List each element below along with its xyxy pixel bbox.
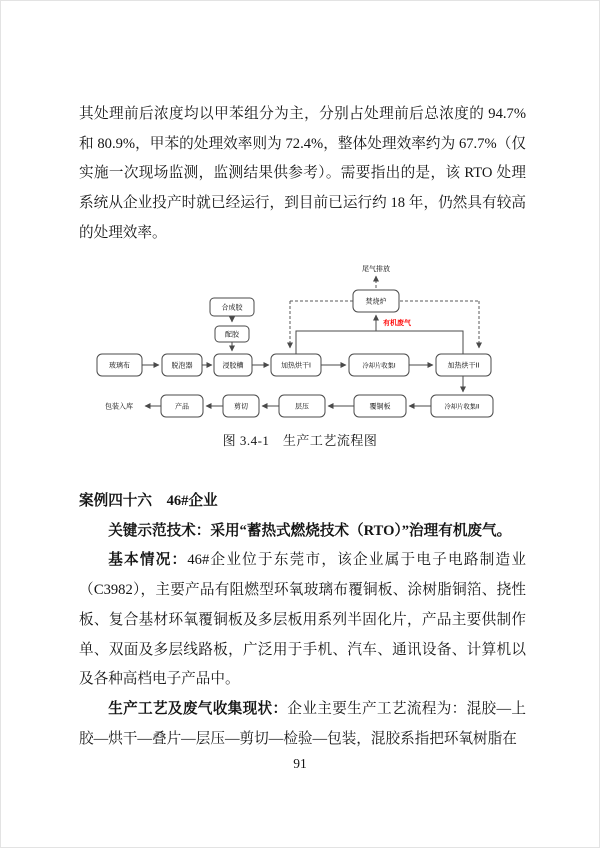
- basic-info-text: 46#企业位于东莞市，该企业属于电子电路制造业（C3982），主要产品有阻燃型环氧玻璃布覆铜板、涂树脂铜箔、挠性板、复合基材环氧覆铜板及多层板用系列半固化片，产品主要供制作单、双面及多层线路板，广泛用于手机、汽车、通讯设备、计算机以及各种高档电子产品中。: [79, 552, 526, 688]
- node-incinerator-label: 焚烧炉: [365, 298, 387, 306]
- basic-info-label: 基本情况：: [108, 552, 188, 569]
- node-defoamer-label: 脱泡器: [171, 362, 193, 370]
- packing-storage-label: 包装入库: [105, 403, 133, 411]
- node-oven1-label: 加热烘干I: [281, 362, 311, 370]
- key-tech-paragraph: [79, 517, 526, 547]
- node-mix-glue-label: 配胶: [225, 331, 239, 339]
- process-label: 生产工艺及废气收集现状：: [108, 700, 288, 717]
- process-text: 企业主要生产工艺流程为：混胶—上胶—烘干—叠片—层压—剪切—检验—包装，混胶系指把环氧树脂在: [79, 700, 526, 747]
- case-heading: 案例四十六 46#企业: [79, 493, 218, 509]
- top-paragraph-block: [79, 100, 526, 249]
- key-tech-text: 采用“蓄热式燃烧技术（RTO）”治理有机废气。: [210, 522, 512, 539]
- page-number: 91: [293, 756, 307, 771]
- flow-diagram-canvas: [86, 258, 591, 426]
- node-product-label: 产品: [175, 403, 189, 411]
- key-tech-label: 关键示范技术：: [108, 522, 211, 539]
- gas-collection-duct-line: [296, 331, 463, 354]
- body-paragraph: 其处理前后浓度均以甲苯组分为主，分别占处理前后总浓度的 94.7%和 80.9%，甲苯的处理效率则为 72.4%，整体处理效率约为 67.7%（仅实施一次现场监测，监测结果供参考）。需要指出的是，该 RTO 处理系统从企业投产时就已经运行，到目前已运行约 18 年，仍然具有较高的处理效率。: [79, 106, 526, 241]
- node-collector2-label: 冷却片收集II: [444, 403, 480, 411]
- node-synthetic-resin-label: 合成胶: [221, 304, 243, 312]
- exhaust-outlet-label: 尾气排放: [362, 266, 390, 273]
- figure-caption: 图 3.4-1 生产工艺流程图: [222, 433, 378, 448]
- node-collector1-label: 冷却片收集I: [362, 362, 396, 370]
- organic-waste-gas-label: 有机废气: [383, 320, 411, 327]
- process-flow-diagram: [86, 258, 591, 426]
- node-cutting-label: 剪切: [234, 403, 248, 411]
- basic-info-paragraph: [79, 546, 526, 695]
- node-dipping-tank-label: 浸胶槽: [222, 362, 244, 370]
- node-glass-cloth-label: 玻璃布: [109, 362, 130, 370]
- node-laminate-label: 层压: [295, 403, 309, 411]
- process-paragraph: [79, 695, 526, 754]
- case-section-block: [79, 487, 526, 754]
- node-oven2-label: 加热烘干II: [447, 362, 480, 370]
- node-copper-clad-label: 覆铜板: [369, 403, 391, 411]
